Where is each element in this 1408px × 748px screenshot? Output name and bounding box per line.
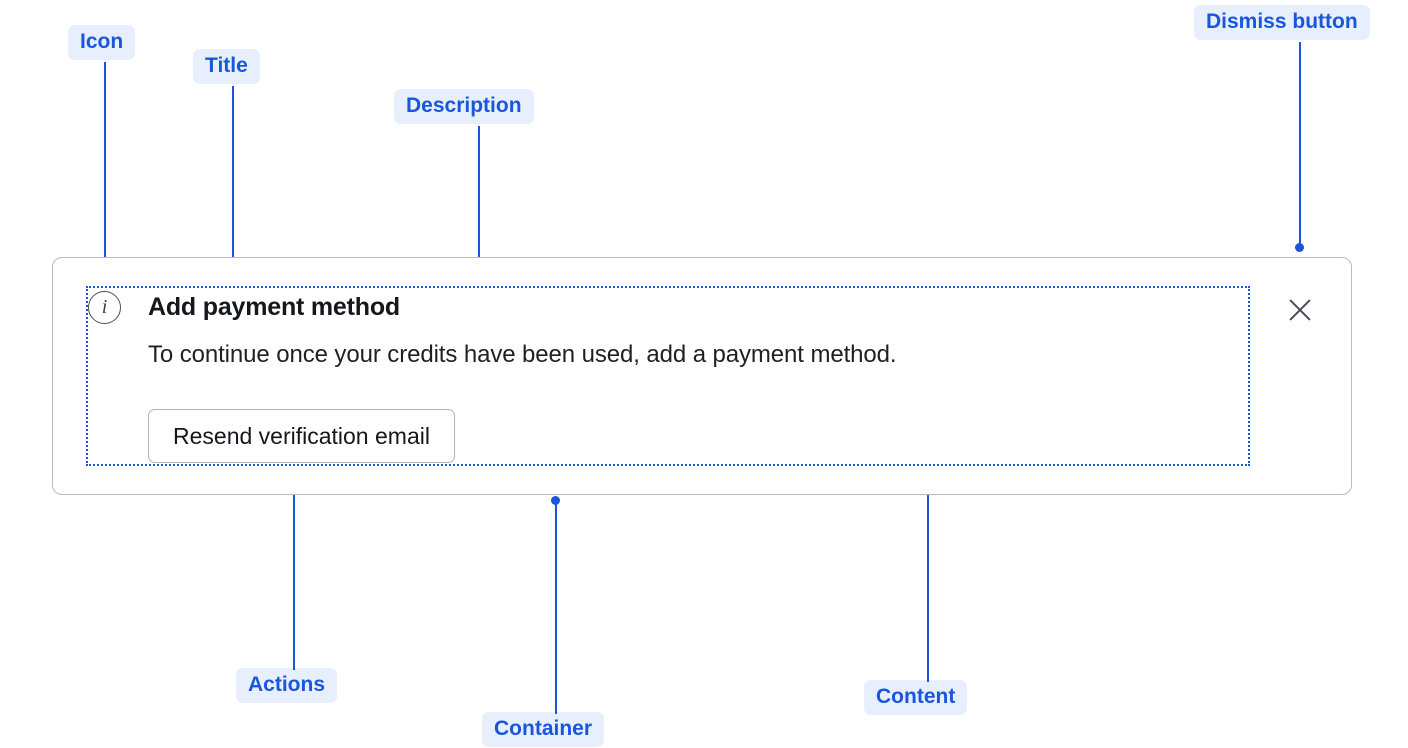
info-icon-glyph: i xyxy=(101,296,108,318)
leader-line-icon xyxy=(104,62,106,272)
resend-verification-email-button[interactable]: Resend verification email xyxy=(148,409,455,463)
leader-line-title xyxy=(232,86,234,278)
annotation-label-dismiss-button: Dismiss button xyxy=(1194,5,1370,40)
leader-line-container xyxy=(555,504,557,714)
info-circle-icon xyxy=(88,291,121,324)
leader-line-dismiss-button xyxy=(1299,42,1301,250)
leader-dot-container xyxy=(551,496,560,505)
annotation-label-icon: Icon xyxy=(68,25,135,60)
leader-dot-dismiss-button xyxy=(1295,243,1304,252)
annotation-label-title: Title xyxy=(193,49,260,84)
annotation-label-actions: Actions xyxy=(236,668,337,703)
annotation-label-description: Description xyxy=(394,89,534,124)
annotation-label-container: Container xyxy=(482,712,604,747)
alert-title: Add payment method xyxy=(148,293,400,321)
alert-description: To continue once your credits have been used, add a payment method. xyxy=(148,341,897,368)
close-icon[interactable] xyxy=(1283,293,1317,327)
annotation-label-content: Content xyxy=(864,680,967,715)
leader-line-content xyxy=(927,470,929,682)
